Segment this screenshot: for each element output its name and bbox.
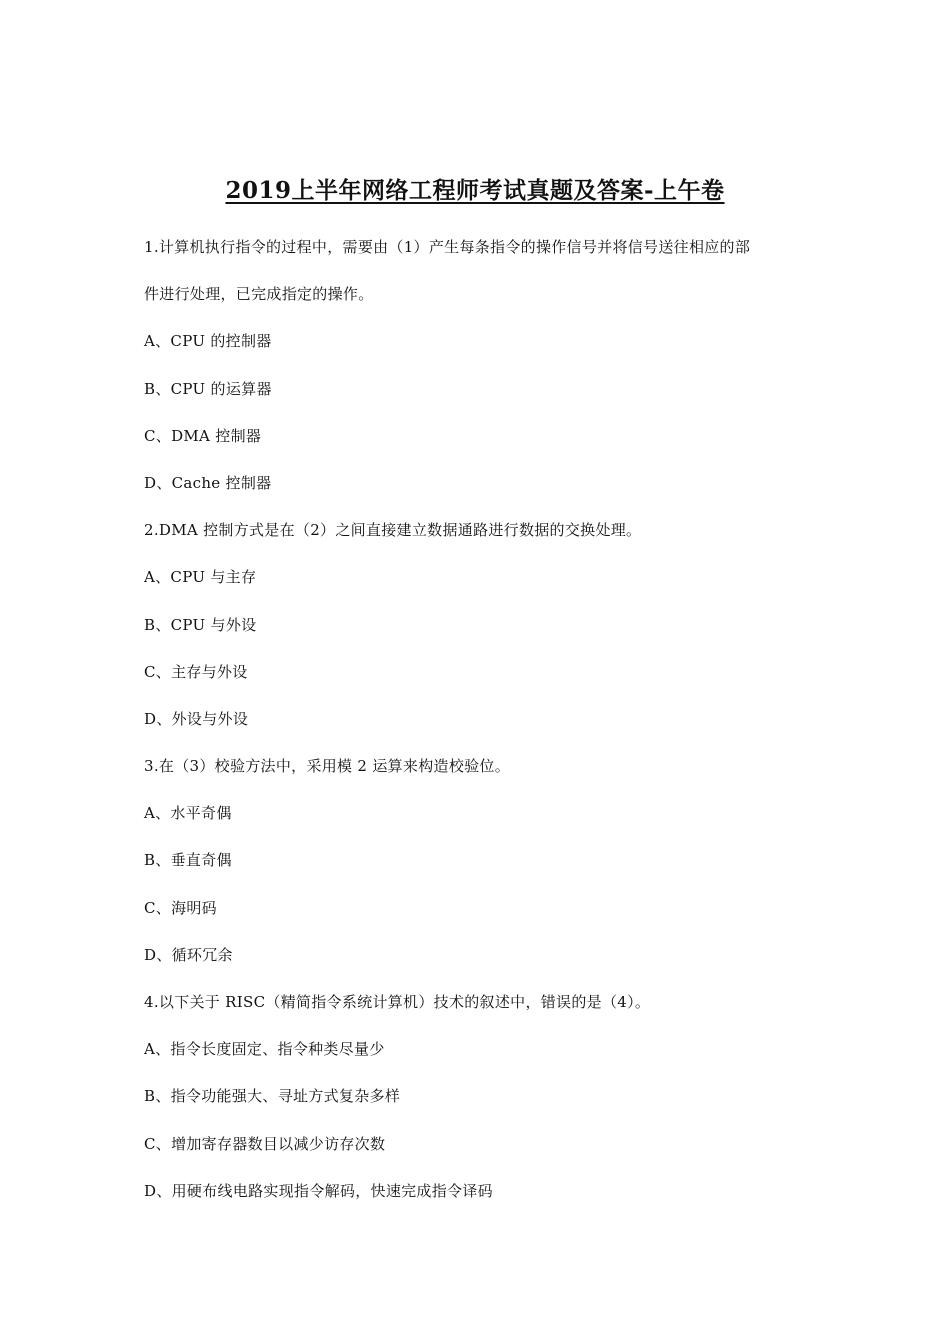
- question-1-option-c: C、DMA 控制器: [144, 426, 262, 445]
- document-body: [144, 232, 824, 1223]
- question-1-option-a: A、CPU 的控制器: [144, 332, 272, 351]
- question-2-option-a: A、CPU 与主存: [144, 568, 257, 587]
- question-2-option-d: D、外设与外设: [144, 709, 249, 728]
- question-1-option-d: D、Cache 控制器: [144, 473, 272, 492]
- question-4-option-b: B、指令功能强大、寻址方式复杂多样: [144, 1087, 401, 1106]
- question-1-option-b: B、CPU 的运算器: [144, 379, 272, 398]
- document-title: 2019上半年网络工程师考试真题及答案-上午卷: [225, 177, 725, 204]
- question-3-option-a: A、水平奇偶: [144, 804, 232, 823]
- question-4-option-c: C、增加寄存器数目以减少访存次数: [144, 1134, 386, 1153]
- question-3-option-b: B、垂直奇偶: [144, 851, 232, 870]
- question-4-option-a: A、指令长度固定、指令种类尽量少: [144, 1040, 385, 1059]
- question-2-text: 2.DMA 控制方式是在（2）之间直接建立数据通路进行数据的交换处理。: [144, 521, 642, 540]
- question-3-option-d: D、循环冗余: [144, 945, 233, 964]
- question-1-text-line-2: 件进行处理，已完成指定的操作。: [144, 285, 374, 304]
- question-3-option-c: C、海明码: [144, 898, 217, 917]
- question-3-text: 3.在（3）校验方法中，采用模 2 运算来构造校验位。: [144, 757, 511, 776]
- question-4-option-d: D、用硬布线电路实现指令解码，快速完成指令译码: [144, 1181, 493, 1200]
- question-2-option-b: B、CPU 与外设: [144, 615, 257, 634]
- question-4-text: 4.以下关于 RISC（精简指令系统计算机）技术的叙述中，错误的是（4）。: [144, 993, 651, 1011]
- question-2-option-c: C、主存与外设: [144, 662, 248, 681]
- question-1-text-line-1: 1.计算机执行指令的过程中，需要由（1）产生每条指令的操作信号并将信号送往相应的部: [144, 238, 751, 256]
